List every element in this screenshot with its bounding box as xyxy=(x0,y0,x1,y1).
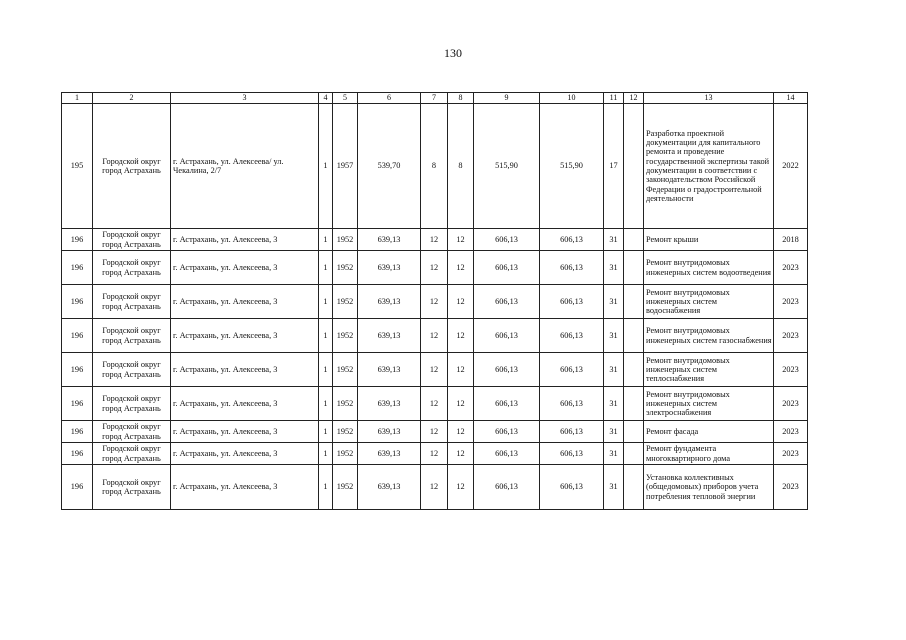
plan-year-text: 2022 xyxy=(782,161,799,171)
col4-cell xyxy=(319,229,333,251)
col7-cell xyxy=(421,229,448,251)
col9-text: 606,13 xyxy=(495,398,518,408)
row-number-cell xyxy=(62,353,93,387)
plan-year-text: 2023 xyxy=(782,398,799,408)
col6-cell xyxy=(358,465,421,510)
year-cell xyxy=(333,319,358,353)
work-type-text: Ремонт фасада xyxy=(646,426,699,436)
column-number: 6 xyxy=(358,93,421,104)
address-text: г. Астрахань, ул. Алексеева, 3 xyxy=(173,426,278,436)
col11-text: 31 xyxy=(609,398,618,408)
col4-cell xyxy=(319,387,333,421)
col7-text: 12 xyxy=(429,262,439,272)
col7-cell xyxy=(421,104,448,229)
col6-text: 639,13 xyxy=(377,296,401,306)
work-type-text: Ремонт внутридомовых инженерных систем теплоснабжения xyxy=(646,355,730,384)
col4-text: 1 xyxy=(323,482,328,492)
year-text: 1952 xyxy=(336,398,354,408)
col6-text: 639,13 xyxy=(377,398,401,408)
municipality-text: Городской округ город Астрахань xyxy=(102,258,161,277)
col11-text: 31 xyxy=(609,426,618,436)
column-number: 2 xyxy=(93,93,171,104)
col7-cell xyxy=(421,285,448,319)
col6-cell xyxy=(358,319,421,353)
year-text: 1952 xyxy=(336,296,354,306)
work-type-text: Ремонт фундамента многоквартирного дома xyxy=(646,444,731,463)
work-type-cell xyxy=(644,465,774,510)
table-row xyxy=(62,319,808,353)
col7-cell xyxy=(421,251,448,285)
col8-text: 12 xyxy=(456,262,465,272)
address-cell xyxy=(171,285,319,319)
col6-text: 639,13 xyxy=(377,234,401,244)
col4-cell xyxy=(319,104,333,229)
row-number-cell xyxy=(62,443,93,465)
work-type-cell xyxy=(644,387,774,421)
column-number: 5 xyxy=(333,93,358,104)
plan-year-cell xyxy=(774,251,808,285)
col8-cell xyxy=(448,353,474,387)
column-number: 12 xyxy=(624,93,644,104)
row-number-cell xyxy=(62,285,93,319)
col11-cell xyxy=(604,285,624,319)
col8-cell xyxy=(448,251,474,285)
plan-year-text: 2023 xyxy=(782,364,799,374)
col6-text: 539,70 xyxy=(377,161,401,171)
plan-year-text: 2023 xyxy=(782,448,799,458)
municipality-text: Городской округ город Астрахань xyxy=(102,326,161,345)
col10-text: 606,13 xyxy=(560,426,583,436)
col12-cell xyxy=(624,319,644,353)
col10-cell xyxy=(540,251,604,285)
col10-text: 606,13 xyxy=(560,330,583,340)
col7-text: 12 xyxy=(429,482,439,492)
address-text: г. Астрахань, ул. Алексеева, 3 xyxy=(173,296,278,306)
row-number-text: 196 xyxy=(70,296,84,306)
municipality-cell xyxy=(93,421,171,443)
col6-cell xyxy=(358,251,421,285)
col8-text: 8 xyxy=(458,161,463,171)
col9-text: 606,13 xyxy=(495,330,518,340)
col12-cell xyxy=(624,229,644,251)
col6-cell xyxy=(358,443,421,465)
address-text: г. Астрахань, ул. Алексеева, 3 xyxy=(173,262,278,272)
address-cell xyxy=(171,104,319,229)
col9-cell xyxy=(474,229,540,251)
col9-cell xyxy=(474,387,540,421)
municipality-text: Городской округ город Астрахань xyxy=(102,360,161,379)
year-text: 1952 xyxy=(336,482,354,492)
work-type-cell xyxy=(644,353,774,387)
work-type-cell xyxy=(644,421,774,443)
municipality-cell xyxy=(93,229,171,251)
col6-text: 639,13 xyxy=(377,330,401,340)
row-number-cell xyxy=(62,104,93,229)
col10-text: 606,13 xyxy=(560,398,583,408)
col8-text: 12 xyxy=(456,234,465,244)
col9-cell xyxy=(474,285,540,319)
address-text: г. Астрахань, ул. Алексеева, 3 xyxy=(173,482,278,492)
work-type-text: Ремонт внутридомовых инженерных систем водоотведения xyxy=(646,258,771,277)
plan-year-cell xyxy=(774,443,808,465)
year-text: 1952 xyxy=(336,262,354,272)
municipality-cell xyxy=(93,353,171,387)
row-number-text: 196 xyxy=(70,262,84,272)
col7-cell xyxy=(421,319,448,353)
col9-text: 606,13 xyxy=(495,262,518,272)
table-row xyxy=(62,387,808,421)
work-type-text: Разработка проектной документации для капитального ремонта и проведение государственной экспертизы такой документации в соответствии с законодательством Российской Федерации о градостроительной деятельности xyxy=(646,128,770,203)
col6-cell xyxy=(358,421,421,443)
col6-cell xyxy=(358,387,421,421)
col11-text: 31 xyxy=(609,330,618,340)
col7-text: 12 xyxy=(429,296,439,306)
year-cell xyxy=(333,285,358,319)
col11-cell xyxy=(604,443,624,465)
table-row xyxy=(62,104,808,229)
col4-text: 1 xyxy=(323,330,328,340)
col4-text: 1 xyxy=(323,364,328,374)
col8-text: 12 xyxy=(456,330,465,340)
plan-year-text: 2023 xyxy=(782,426,799,436)
col10-text: 515,90 xyxy=(560,161,583,171)
address-cell xyxy=(171,421,319,443)
col8-cell xyxy=(448,285,474,319)
municipality-text: Городской округ город Астрахань xyxy=(102,444,161,463)
municipality-text: Городской округ город Астрахань xyxy=(102,477,161,496)
col4-cell xyxy=(319,465,333,510)
col4-cell xyxy=(319,251,333,285)
work-type-text: Ремонт внутридомовых инженерных систем газоснабжения xyxy=(646,326,772,345)
col9-text: 606,13 xyxy=(495,296,518,306)
col8-cell xyxy=(448,465,474,510)
work-type-cell xyxy=(644,443,774,465)
col4-text: 1 xyxy=(323,448,328,458)
column-number: 11 xyxy=(604,93,624,104)
plan-year-cell xyxy=(774,104,808,229)
address-text: г. Астрахань, ул. Алексеева, 3 xyxy=(173,448,278,458)
address-text: г. Астрахань, ул. Алексеева, 3 xyxy=(173,398,278,408)
col4-text: 1 xyxy=(323,161,328,171)
col6-text: 639,13 xyxy=(377,364,401,374)
year-cell xyxy=(333,421,358,443)
col10-cell xyxy=(540,353,604,387)
column-number: 7 xyxy=(421,93,448,104)
work-type-cell xyxy=(644,285,774,319)
col8-cell xyxy=(448,104,474,229)
work-type-text: Ремонт крыши xyxy=(646,234,699,244)
plan-year-cell xyxy=(774,421,808,443)
address-text: г. Астрахань, ул. Алексеева, 3 xyxy=(173,330,278,340)
plan-year-text: 2023 xyxy=(782,330,799,340)
col10-cell xyxy=(540,319,604,353)
column-number: 1 xyxy=(62,93,93,104)
col9-cell xyxy=(474,465,540,510)
col4-text: 1 xyxy=(323,262,328,272)
column-number: 9 xyxy=(474,93,540,104)
col9-text: 515,90 xyxy=(495,161,518,171)
row-number-text: 196 xyxy=(70,364,84,374)
col7-cell xyxy=(421,465,448,510)
col7-text: 12 xyxy=(429,448,439,458)
column-number: 14 xyxy=(774,93,808,104)
municipality-text: Городской округ город Астрахань xyxy=(102,422,161,441)
col7-cell xyxy=(421,387,448,421)
row-number-cell xyxy=(62,229,93,251)
municipality-text: Городской округ город Астрахань xyxy=(102,230,161,249)
col7-cell xyxy=(421,353,448,387)
col9-cell xyxy=(474,104,540,229)
year-cell xyxy=(333,443,358,465)
column-number: 4 xyxy=(319,93,333,104)
work-type-text: Ремонт внутридомовых инженерных систем электроснабжения xyxy=(646,389,730,418)
col11-cell xyxy=(604,421,624,443)
col4-cell xyxy=(319,421,333,443)
col9-text: 606,13 xyxy=(495,448,518,458)
municipality-cell xyxy=(93,319,171,353)
col11-cell xyxy=(604,465,624,510)
col12-cell xyxy=(624,251,644,285)
column-number-row xyxy=(62,93,808,104)
col11-text: 31 xyxy=(609,482,618,492)
col10-text: 606,13 xyxy=(560,482,583,492)
col6-text: 639,13 xyxy=(377,448,401,458)
col11-text: 31 xyxy=(609,448,618,458)
plan-year-text: 2023 xyxy=(782,482,799,492)
col9-cell xyxy=(474,319,540,353)
municipality-cell xyxy=(93,443,171,465)
plan-year-text: 2018 xyxy=(782,234,799,244)
address-cell xyxy=(171,353,319,387)
col8-text: 12 xyxy=(456,398,465,408)
municipality-cell xyxy=(93,387,171,421)
year-text: 1952 xyxy=(336,234,354,244)
col7-text: 12 xyxy=(429,234,439,244)
col8-cell xyxy=(448,387,474,421)
col11-text: 31 xyxy=(609,234,618,244)
col7-text: 12 xyxy=(429,426,439,436)
col10-cell xyxy=(540,421,604,443)
row-number-text: 196 xyxy=(70,426,84,436)
plan-year-cell xyxy=(774,353,808,387)
col12-cell xyxy=(624,465,644,510)
col9-cell xyxy=(474,353,540,387)
col10-text: 606,13 xyxy=(560,448,583,458)
col10-text: 606,13 xyxy=(560,234,583,244)
col7-text: 8 xyxy=(431,161,437,171)
col11-text: 31 xyxy=(609,364,618,374)
table-row xyxy=(62,353,808,387)
year-cell xyxy=(333,353,358,387)
col8-cell xyxy=(448,421,474,443)
year-text: 1952 xyxy=(336,364,354,374)
work-type-cell xyxy=(644,251,774,285)
col10-cell xyxy=(540,387,604,421)
col11-cell xyxy=(604,319,624,353)
row-number-cell xyxy=(62,319,93,353)
col6-text: 639,13 xyxy=(377,426,401,436)
work-type-cell xyxy=(644,319,774,353)
row-number-text: 195 xyxy=(70,161,84,171)
municipality-cell xyxy=(93,285,171,319)
year-text: 1952 xyxy=(336,330,354,340)
row-number-cell xyxy=(62,421,93,443)
col10-text: 606,13 xyxy=(560,262,583,272)
row-number-cell xyxy=(62,387,93,421)
table-row xyxy=(62,421,808,443)
col9-text: 606,13 xyxy=(495,234,518,244)
col9-cell xyxy=(474,443,540,465)
year-text: 1952 xyxy=(336,448,354,458)
col7-cell xyxy=(421,443,448,465)
plan-year-text: 2023 xyxy=(782,296,799,306)
col10-cell xyxy=(540,465,604,510)
col8-text: 12 xyxy=(456,296,465,306)
col7-text: 12 xyxy=(429,330,439,340)
plan-year-cell xyxy=(774,229,808,251)
col4-text: 1 xyxy=(323,398,328,408)
col6-cell xyxy=(358,353,421,387)
col12-cell xyxy=(624,353,644,387)
col6-text: 639,13 xyxy=(377,262,401,272)
col10-cell xyxy=(540,104,604,229)
column-number: 13 xyxy=(644,93,774,104)
municipality-text: Городской округ город Астрахань xyxy=(102,292,161,311)
row-number-text: 196 xyxy=(70,330,84,340)
col8-cell xyxy=(448,443,474,465)
municipality-cell xyxy=(93,465,171,510)
plan-year-cell xyxy=(774,319,808,353)
col9-text: 606,13 xyxy=(495,426,518,436)
table-row xyxy=(62,465,808,510)
table-row xyxy=(62,285,808,319)
row-number-cell xyxy=(62,465,93,510)
table-row xyxy=(62,443,808,465)
col7-text: 12 xyxy=(429,364,439,374)
municipality-text: Городской округ город Астрахань xyxy=(102,394,161,413)
plan-year-text: 2023 xyxy=(782,262,799,272)
row-number-text: 196 xyxy=(70,448,84,458)
col6-cell xyxy=(358,104,421,229)
address-cell xyxy=(171,229,319,251)
year-cell xyxy=(333,251,358,285)
year-text: 1957 xyxy=(336,161,354,171)
col6-cell xyxy=(358,285,421,319)
col12-cell xyxy=(624,421,644,443)
col8-text: 12 xyxy=(456,448,465,458)
col8-text: 12 xyxy=(456,482,465,492)
col4-text: 1 xyxy=(323,426,328,436)
work-type-text: Установка коллективных (общедомовых) приборов учета потребления тепловой энергии xyxy=(646,473,759,501)
col6-text: 639,13 xyxy=(377,482,401,492)
col10-text: 606,13 xyxy=(560,364,583,374)
col10-cell xyxy=(540,285,604,319)
col9-text: 606,13 xyxy=(495,364,518,374)
col4-cell xyxy=(319,443,333,465)
col11-cell xyxy=(604,353,624,387)
table-row xyxy=(62,229,808,251)
col4-cell xyxy=(319,353,333,387)
col12-cell xyxy=(624,443,644,465)
col7-text: 12 xyxy=(429,398,439,408)
address-cell xyxy=(171,319,319,353)
col11-cell xyxy=(604,229,624,251)
year-cell xyxy=(333,229,358,251)
col6-cell xyxy=(358,229,421,251)
col4-text: 1 xyxy=(323,296,328,306)
col11-text: 17 xyxy=(609,161,618,171)
col4-cell xyxy=(319,319,333,353)
col11-cell xyxy=(604,387,624,421)
col4-cell xyxy=(319,285,333,319)
municipality-text: Городской округ город Астрахань xyxy=(102,156,161,175)
col9-cell xyxy=(474,421,540,443)
page-number: 130 xyxy=(444,46,462,60)
col11-cell xyxy=(604,251,624,285)
col9-cell xyxy=(474,251,540,285)
work-type-cell xyxy=(644,229,774,251)
col7-cell xyxy=(421,421,448,443)
municipality-cell xyxy=(93,104,171,229)
address-cell xyxy=(171,387,319,421)
address-text: г. Астрахань, ул. Алексеева, 3 xyxy=(173,234,278,244)
col12-cell xyxy=(624,387,644,421)
col10-text: 606,13 xyxy=(560,296,583,306)
address-text: г. Астрахань, ул. Алексеева, 3 xyxy=(173,364,278,374)
row-number-text: 196 xyxy=(70,482,84,492)
plan-year-cell xyxy=(774,285,808,319)
work-type-cell xyxy=(644,104,774,229)
col12-cell xyxy=(624,104,644,229)
col10-cell xyxy=(540,443,604,465)
col8-cell xyxy=(448,229,474,251)
year-cell xyxy=(333,104,358,229)
col11-text: 31 xyxy=(609,262,618,272)
row-number-cell xyxy=(62,251,93,285)
col12-cell xyxy=(624,285,644,319)
col11-cell xyxy=(604,104,624,229)
work-type-text: Ремонт внутридомовых инженерных систем водоснабжения xyxy=(646,287,730,316)
row-number-text: 196 xyxy=(70,234,84,244)
col11-text: 31 xyxy=(609,296,618,306)
col8-text: 12 xyxy=(456,426,465,436)
plan-year-cell xyxy=(774,387,808,421)
col4-text: 1 xyxy=(323,234,328,244)
col10-cell xyxy=(540,229,604,251)
row-number-text: 196 xyxy=(70,398,84,408)
address-text: г. Астрахань, ул. Алексеева/ ул. Чекалина, 2/7 xyxy=(173,156,284,175)
column-number: 8 xyxy=(448,93,474,104)
column-number: 10 xyxy=(540,93,604,104)
table-row xyxy=(62,251,808,285)
address-cell xyxy=(171,443,319,465)
col9-text: 606,13 xyxy=(495,482,518,492)
year-cell xyxy=(333,387,358,421)
plan-year-cell xyxy=(774,465,808,510)
column-number: 3 xyxy=(171,93,319,104)
address-cell xyxy=(171,251,319,285)
col8-cell xyxy=(448,319,474,353)
year-text: 1952 xyxy=(336,426,354,436)
address-cell xyxy=(171,465,319,510)
year-cell xyxy=(333,465,358,510)
registry-table xyxy=(61,92,808,510)
municipality-cell xyxy=(93,251,171,285)
col8-text: 12 xyxy=(456,364,465,374)
